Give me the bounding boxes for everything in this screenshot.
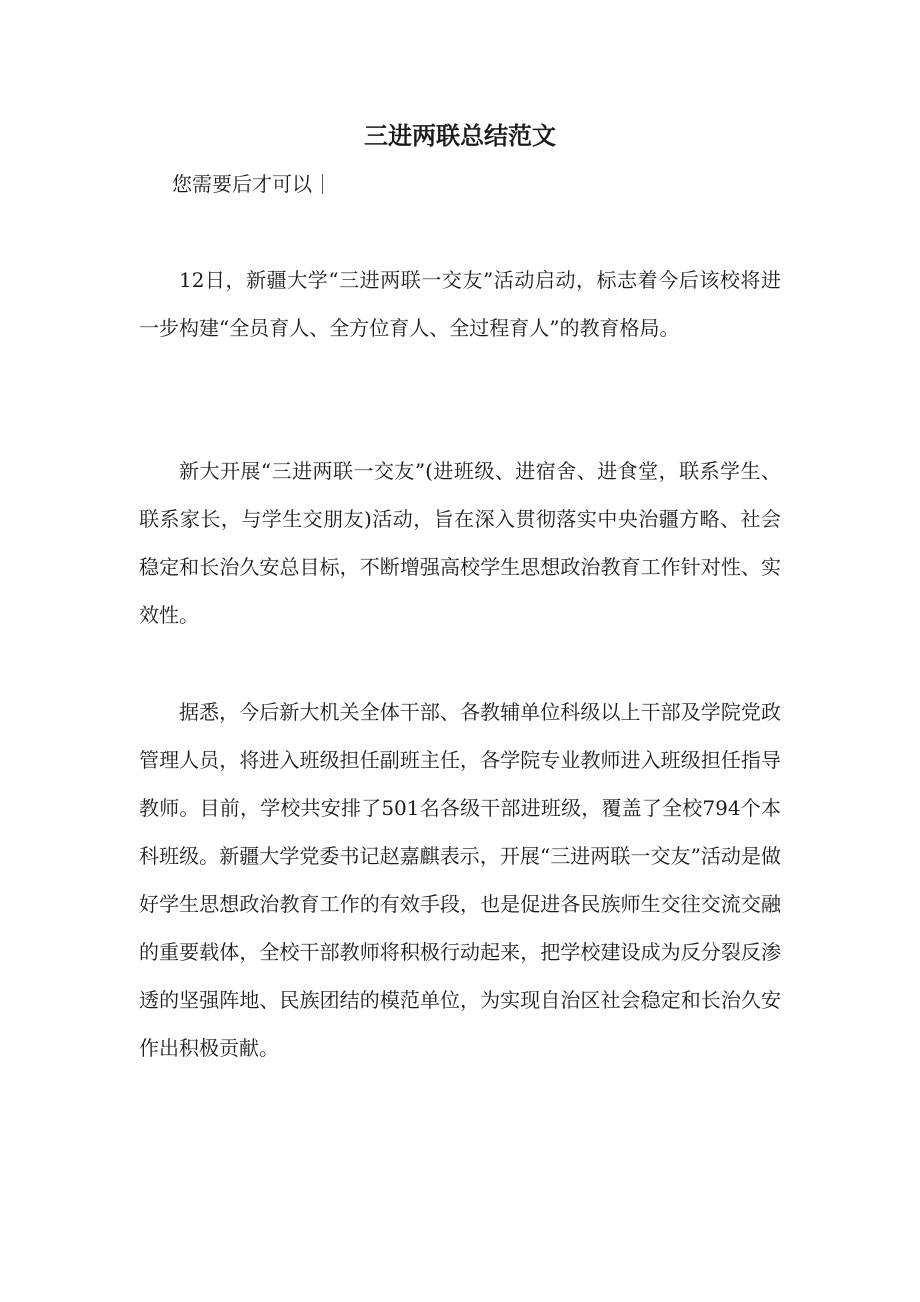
page-title: 三进两联总结范文 [364, 121, 556, 150]
login-prompt [172, 170, 323, 198]
paragraph-3: 据悉，今后新大机关全体干部、各教辅单位科级以上干部及学院党政管理人员，将进入班级担任副班主任，各学院专业教师进入班级担任指导教师。目前，学校共安排了501名各级干部进班级，覆盖了全校794个本科班级。新疆大学党委书记赵嘉麒表示，开展“三进两联一交友”活动是做好学生思想政治教育工作的有效手段，也是促进各民族师生交往交流交融的重要载体，全校干部教师将积极行动起来，把学校建设成为反分裂反渗透的坚强阵地、民族团结的模范单位，为实现自治区社会稳定和长治久安作出积极贡献。 [139, 700, 781, 1060]
text-cursor [322, 174, 323, 194]
login-prompt-text: 您需要后才可以 [172, 172, 312, 196]
paragraph-1: 12日，新疆大学“三进两联一交友”活动启动，标志着今后该校将进一步构建“全员育人、全方位育人、全过程育人”的教育格局。 [139, 268, 781, 340]
paragraph-2: 新大开展“三进两联一交友”(进班级、进宿舍、进食堂，联系学生、联系家长，与学生交朋友)活动，旨在深入贯彻落实中央治疆方略、社会稳定和长治久安总目标，不断增强高校学生思想政治教育工作针对性、实效性。 [139, 459, 781, 627]
